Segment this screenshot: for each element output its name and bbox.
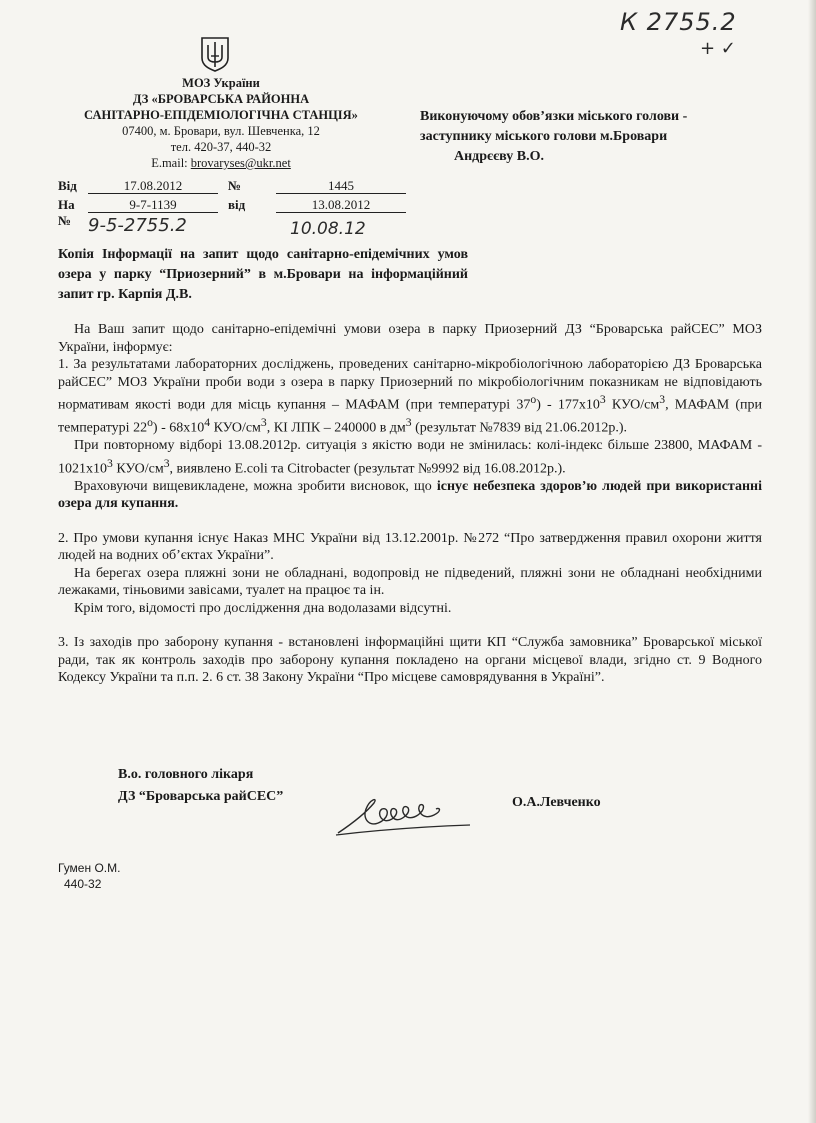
paragraph-beaches: На берегах озера пляжні зони не обладнані, водопровід не підведений, пляжні зони не обладнані необхідними лежаками, тіньовими завісами, туалет на працює та ін.: [58, 565, 762, 599]
from-label: Від: [58, 178, 77, 193]
addressee-line2: заступнику міського голови м.Бровари: [420, 129, 668, 144]
signatory-title-line2: ДЗ “Броварська райСЕС”: [118, 789, 284, 804]
letterhead: [68, 75, 374, 171]
signatory-title-line1: В.о. головного лікаря: [118, 767, 254, 782]
handwritten-number: 9-5-2755.2: [88, 215, 187, 236]
paragraph-3: 3. Із заходів про заборону купання - встановлені інформаційні щити КП “Служба замовника” Броварської міської ради, так як контроль заходів про заборону купання покладено на органи місцевої влади, згідно ст. 9 Водного Кодексу України та п.п. 2. 6 ст. 38 Закону України “Про місцеве самоврядування в Україні”.: [58, 635, 762, 686]
intro-paragraph: На Ваш запит щодо санітарно-епідемічні умови озера в парку Приозерний ДЗ “Броварська райСЕС” МОЗ України, інформує:: [58, 322, 762, 355]
outgoing-date: 17.08.2012: [88, 178, 218, 194]
org-name-line2: САНІТАРНО-ЕПІДЕМІОЛОГІЧНА СТАНЦІЯ»: [84, 108, 358, 122]
page-edge-shadow: [808, 0, 816, 1123]
handwritten-date: 10.08.12: [290, 219, 366, 239]
handwritten-check-mark: + ✓: [700, 38, 736, 59]
addressee-name: Андрєєву В.О.: [454, 149, 544, 164]
ministry-name: МОЗ України: [182, 76, 260, 90]
reply-to-label: На №: [58, 197, 75, 228]
letter-subject: Копія Інформації на запит щодо санітарно-епідемічних умов озера у парку “Приозерний” в м.Бровари на інформаційний запит гр. Карпія Д.В.: [58, 247, 468, 302]
email-label: E.mail:: [151, 156, 191, 170]
org-address: 07400, м. Бровари, вул. Шевченка, 12: [122, 124, 320, 138]
incoming-date: 13.08.2012: [276, 197, 406, 213]
letter-body: [58, 321, 762, 687]
addressee-line1: Виконуючому обов’язки міського голови -: [420, 109, 688, 124]
incoming-number: 9-7-1139: [88, 197, 218, 213]
signatory-name: О.А.Левченко: [512, 795, 601, 810]
signatory-title: [118, 764, 283, 808]
executor-name: Гумен О.М.: [58, 861, 121, 875]
outgoing-number: 1445: [276, 178, 406, 194]
paragraph-divers: Крім того, відомості про дослідження дна водолазами відсутні.: [74, 600, 452, 616]
number-label: №: [228, 178, 242, 193]
handwritten-signature: [330, 785, 480, 845]
email-link[interactable]: brovaryses@ukr.net: [190, 156, 291, 170]
handwritten-registration-stamp: К 2755.2: [620, 8, 737, 36]
coat-of-arms-icon: [200, 36, 230, 72]
paragraph-conclusion: Враховуючи вищевикладене, можна зробити висновок, що існує небезпека здоров’ю людей при використанні озера для купання.: [58, 478, 762, 512]
date-label: від: [228, 197, 246, 212]
paragraph-2: 2. Про умови купання існує Наказ МНС України від 13.12.2001р. №272 “Про затвердження правил охорони життя людей на водних об’єктах України”.: [58, 530, 762, 564]
org-phone: тел. 420-37, 440-32: [170, 140, 272, 154]
executor-block: [58, 860, 120, 892]
conclusion-emphasis: існує небезпека здоров’ю людей при використанні озера для купання.: [58, 478, 762, 512]
paragraph-1: 1. За результатами лабораторних досліджень, проведених санітарно-мікробіологічною лабораторією ДЗ Броварська райСЕС” МОЗ України проби води з озера в парку Приозерний по мікробіологічним показникам не відповідають нормативам якості води для місць купання – МАФАМ (при температурі $37^о) - 177х10^3$ КУО/$см^3$, МАФАМ (при температурі $22^о) - 68х10^4$ КУО/$см^3$, КІ ЛПК – 240000 в $дм^3$ (результат №7839 від 21.06.2012р.).: [58, 357, 762, 436]
paragraph-repeat-sampling: При повторному відборі 13.08.2012р. ситуація з якістю води не змінилась: колі-індекс більше 23800, МАФАМ - $1021х10^3$ КУО/$см^3$, виявлено E.coli та Citrobacter (результат №9992 від 16.08.2012р.).: [58, 438, 762, 477]
org-name-line1: ДЗ «БРОВАРСЬКА РАЙОННА: [132, 92, 310, 106]
org-email-line: [68, 155, 374, 171]
addressee-block: [420, 107, 750, 167]
executor-phone: 440-32: [64, 877, 102, 891]
